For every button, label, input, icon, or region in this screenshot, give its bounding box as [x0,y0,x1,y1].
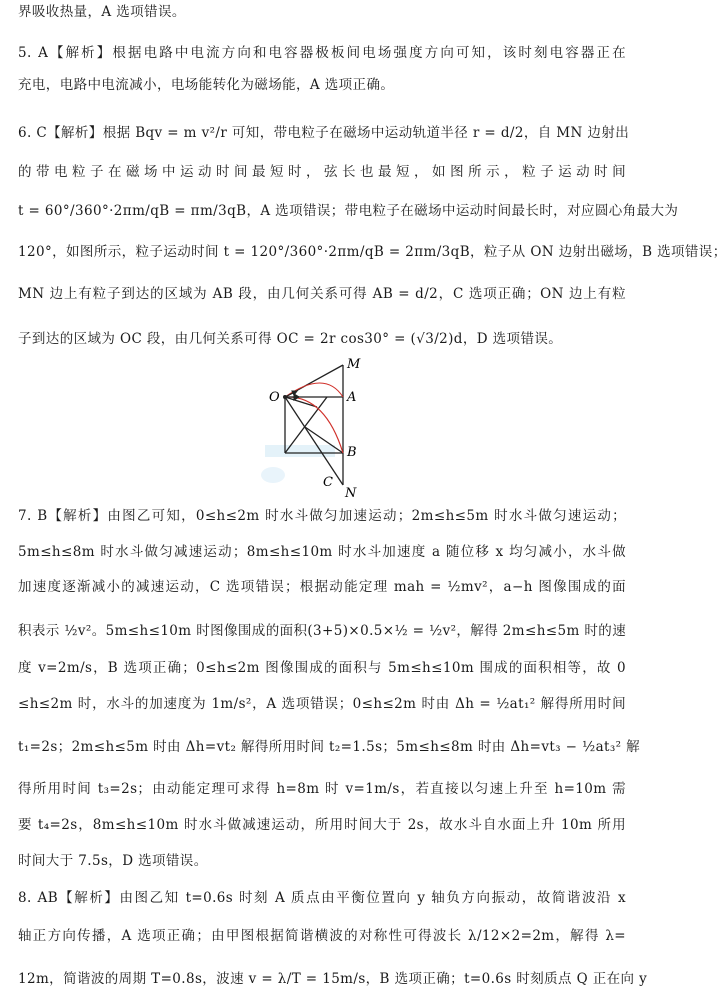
text-line: 120°，如图所示，粒子运动时间 t = 120°/360°·2πm/qB = 2πm/3qB，粒子从 ON 边射出磁场，B 选项错误； [18,244,727,260]
text-line: t₁=2s；2m≤h≤5m 时由 Δh=vt₂ 解得所用时间 t₂=1.5s；5m≤h≤8m 时由 Δh=vt₃ − ½at₃² 解 [18,739,641,755]
text-line: 得所用时间 t₃=2s；由动能定理可求得 h=8m 时 v=1m/s，若直接以匀速上升至 h=10m 需 [18,781,626,797]
text-line: t = 60°/360°·2πm/qB = πm/3qB，A 选项错误；带电粒子在磁场中运动时间最长时，对应圆心角最大为 [18,203,679,219]
label-O: O [269,390,280,405]
text-line: 要 t₄=2s，8m≤h≤10m 时水斗做减速运动，所用时间大于 2s，故水斗自水面上升 10m 所用 [18,817,626,833]
label-A: A [347,390,357,405]
text-line: 积表示 ½v²。5m≤h≤10m 时图像围成的面积(3+5)×0.5×½ = ½v²，解得 2m≤h≤5m 时的速 [18,623,627,639]
text-line: 子到达的区域为 OC 段，由几何关系可得 OC = 2r cos30° = (√3/2)d，D 选项错误。 [18,331,563,347]
text-line: 12m，简谐波的周期 T=0.8s，波速 v = λ/T = 15m/s，B 选项正确；t=0.6s 时刻质点 Q 正在向 y [18,971,648,987]
text-line: 界吸收热量，A 选项错误。 [18,4,186,20]
text-line: 5m≤h≤8m 时水斗做匀减速运动；8m≤h≤10m 时水斗加速度 a 随位移 x 均匀减小，水斗做 [18,544,626,560]
text-line: 充电，电路中电流减小，电场能转化为磁场能，A 选项正确。 [18,77,395,93]
text-line: 轴正方向传播，A 选项正确；由甲图根据简谐横波的对称性可得波长 λ/12×2=2m，解得 λ= [18,928,626,944]
text-line: 的带电粒子在磁场中运动时间最短时，弦长也最短，如图所示，粒子运动时间 [18,164,626,180]
text-line: 加速度逐渐减小的减速运动，C 选项错误；根据动能定理 mah = ½mv²，a−h 图像围成的面 [18,579,626,595]
text-line: 6. C【解析】根据 Bqv = m v²/r 可知，带电粒子在磁场中运动轨道半径 r = d/2，自 MN 边射出 [18,125,630,141]
magnetic-field-diagram [255,357,395,499]
label-B: B [347,445,357,460]
text-line: ≤h≤2m 时，水斗的加速度为 1m/s²，A 选项错误；0≤h≤2m 时由 Δh = ½at₁² 解得所用时间 [18,696,626,712]
text-line: 度 v=2m/s，B 选项正确；0≤h≤2m 图像围成的面积与 5m≤h≤10m 围成的面积相等，故 0 [18,660,626,676]
label-N: N [345,486,357,501]
text-line: 时间大于 7.5s，D 选项错误。 [18,853,208,869]
geometry-figure [255,357,395,499]
text-line: 5. A【解析】根据电路中电流方向和电容器极板间电场强度方向可知，该时刻电容器正在 [18,45,626,61]
text-line: MN 边上有粒子到达的区域为 AB 段，由几何关系可得 AB = d/2，C 选项正确；ON 边上有粒 [18,286,626,302]
text-line: 8. AB【解析】由图乙知 t=0.6s 时刻 A 质点由平衡位置向 y 轴负方向振动，故简谐波沿 x [18,890,626,906]
text-line: 7. B【解析】由图乙可知，0≤h≤2m 时水斗做匀加速运动；2m≤h≤5m 时水斗做匀速运动； [18,508,626,524]
label-C: C [323,475,333,490]
label-M: M [347,357,361,372]
